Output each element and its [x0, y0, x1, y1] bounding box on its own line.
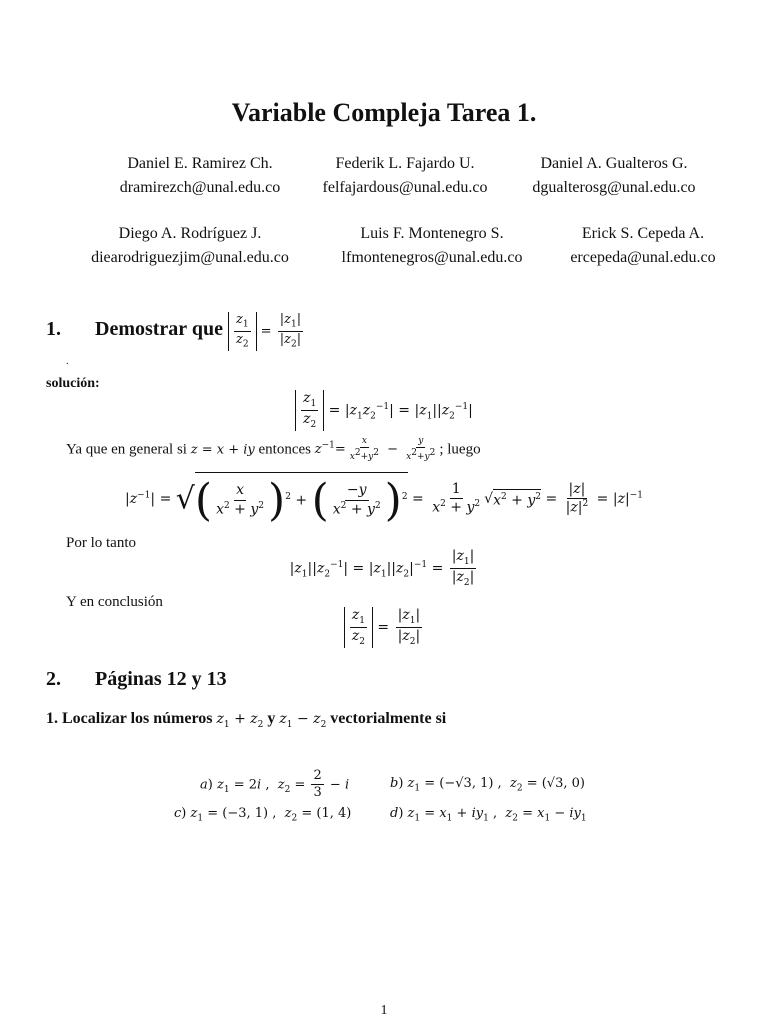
page-number: 1	[380, 1003, 388, 1018]
author-email: lfmontenegros@unal.edu.co	[341, 249, 523, 266]
stray-dot: .	[66, 356, 69, 367]
author-6	[513, 222, 768, 270]
author-email: ercepeda@unal.edu.co	[570, 249, 716, 266]
entonces-text: entonces	[258, 441, 311, 458]
author-name: Diego A. Rodríguez J.	[118, 225, 262, 242]
equation-2: $|z^{-1}|$ = √( $\frac{x}{x^2 + y^2}$ )$^2$ + ( $\frac{-y}{x^2 + y^2}$ )$^2$ = $\frac{1}{x^2 + y^2}$ $√x^2 + y^2$ = $\frac{|z|}{|z|^2}$ = $|z|^{-1}$	[0, 472, 768, 526]
section-title: Demostrar que	[95, 317, 223, 340]
solution-label: solución:	[46, 376, 100, 391]
luego-text: ; luego	[439, 441, 481, 458]
author-email: dramirezch@unal.edu.co	[119, 179, 281, 196]
item-a: a) $z_1 = 2i$ , $z_2$ = $\frac{2}{3}$ − i	[200, 768, 350, 801]
author-email: diearodriguezjim@unal.edu.co	[91, 249, 289, 266]
equation-1: $\frac{z_1}{z_2}$ = $|z_1z_2^{-1}| = |z_1||z_2^{-1}|$	[0, 390, 768, 431]
section-1-formula: $\frac{z_1}{z_2}$ = $\frac{|z_1|}{|z_2|}$	[228, 324, 305, 339]
author-name: Daniel A. Gualteros G.	[540, 155, 688, 172]
section-1-heading	[46, 312, 305, 351]
ya-que-text: Ya que en general si	[66, 441, 187, 458]
problem-suffix: vectorialmente si	[330, 710, 447, 727]
author-email: felfajardous@unal.edu.co	[322, 179, 488, 196]
ya-que-line: Ya que en general si z = x + iy entonces $z^{-1}=$ $\frac{x}{x^2+y^2}$ − $\frac{y}{x^2+y^2}$ ; luego	[66, 436, 481, 463]
por-lo-tanto-text: Por lo tanto	[66, 535, 136, 551]
problem-prefix: 1. Localizar los números	[46, 710, 213, 727]
author-name: Federik L. Fajardo U.	[335, 155, 475, 172]
section-number: 2.	[46, 668, 61, 690]
item-d: d) $z_1 = x_1 + iy_1$ , $z_2 = x_1 - iy_1$	[390, 806, 587, 824]
equation-4: $\frac{z_1}{z_2}$ = $\frac{|z_1|}{|z_2|}$	[0, 607, 768, 648]
section-number: 1.	[46, 317, 61, 340]
item-c: c) $z_1 = (-3$, 1) , $z_2 = (1$, 4)	[174, 806, 352, 824]
author-name: Erick S. Cepeda A.	[581, 225, 705, 242]
problem-y: y	[267, 710, 276, 727]
equation-3: $|z_1||z_2^{-1}| = |z_1||z_2|^{-1}$ = $\frac{|z_1|}{|z_2|}$	[289, 548, 475, 588]
author-name: Luis F. Montenegro S.	[360, 225, 504, 242]
author-name: Daniel E. Ramirez Ch.	[127, 155, 273, 172]
document-title: Variable Compleja Tarea 1.	[231, 98, 537, 127]
problem-1-heading: 1. Localizar los números $z_1 + z_2$ y $z_1 - z_2$ vectorialmente si	[46, 710, 447, 730]
conclusion-text: Y en conclusión	[66, 594, 163, 610]
item-b: b) $z_1 = (-√3$, 1) , $z_2 = (√3$, 0)	[390, 776, 585, 794]
section-title: Páginas 12 y 13	[95, 668, 227, 690]
author-4	[60, 222, 320, 270]
section-2-heading	[46, 668, 227, 691]
author-email: dgualterosg@unal.edu.co	[532, 179, 696, 196]
author-3	[484, 152, 744, 200]
